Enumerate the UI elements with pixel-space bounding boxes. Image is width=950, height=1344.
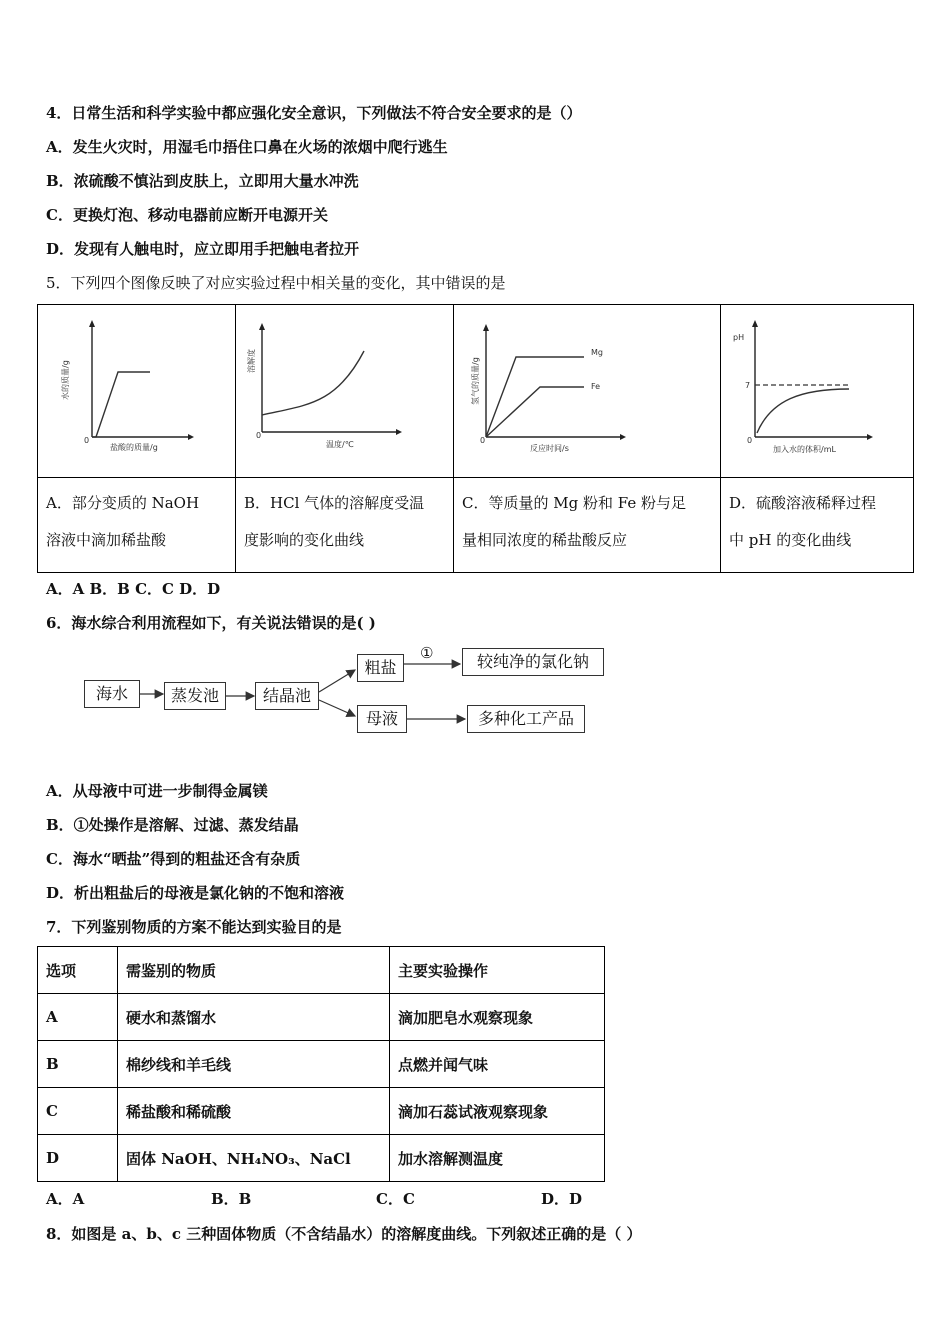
q5-graph-d: [721, 305, 915, 572]
header-substances: 需鉴别的物质: [118, 947, 390, 994]
q5-graph-c: [454, 305, 721, 572]
flow-chemical-products: 多种化工产品: [467, 705, 585, 733]
q5-stem: 5．下列四个图像反映了对应实验过程中相关量的变化，其中错误的是: [46, 274, 506, 292]
flow-pure-nacl: 较纯净的氯化钠: [462, 648, 604, 676]
graph-d-svg: [721, 305, 915, 477]
row-c-operation: 滴加石蕊试液观察现象: [390, 1088, 605, 1135]
table-row: [38, 1041, 605, 1088]
graph-d-tick-7: 7: [745, 381, 751, 390]
q6-stem: 6．海水综合利用流程如下，有关说法错误的是( ): [46, 614, 376, 632]
row-d-operation: 加水溶解测温度: [390, 1135, 605, 1182]
q6-option-c: C．海水“晒盐”得到的粗盐还含有杂质: [46, 850, 301, 868]
q7-stem: 7．下列鉴别物质的方案不能达到实验目的是: [46, 918, 342, 936]
q7-answer-b: B．B: [211, 1190, 252, 1208]
graph-a-xlabel: 盐酸的质量/g: [110, 443, 158, 452]
flow-evaporation-pond: 蒸发池: [164, 682, 226, 710]
q6-option-d: D．析出粗盐后的母液是氯化钠的不饱和溶液: [46, 884, 345, 902]
flow-crude-salt: 粗盐: [357, 654, 404, 682]
graph-b-xlabel: 温度/℃: [326, 440, 354, 449]
row-a-option: A: [38, 994, 118, 1041]
q5-caption-d: D．硫酸溶液稀释过程 中 pH 的变化曲线: [729, 494, 877, 549]
q6-option-b: B．①处操作是溶解、过滤、蒸发结晶: [46, 816, 299, 834]
graph-b-ylabel: 溶解度: [247, 349, 256, 373]
q8-stem: 8．如图是 a、b、c 三种固体物质（不含结晶水）的溶解度曲线。下列叙述正确的是（ ）: [46, 1225, 642, 1243]
graph-d-xlabel: 加入水的体积/mL: [773, 445, 836, 454]
graph-b-svg: [236, 305, 454, 477]
svg-text:0: 0: [256, 431, 262, 440]
q5-graph-a: [38, 305, 236, 572]
row-b-operation: 点燃并闻气味: [390, 1041, 605, 1088]
q7-answer-c: C．C: [376, 1190, 415, 1208]
row-d-option: D: [38, 1135, 118, 1182]
q4-option-b: B．浓硫酸不慎沾到皮肤上，立即用大量水冲洗: [46, 172, 359, 190]
table-row: [38, 1135, 605, 1182]
q5-answers: A．A B．B C．C D．D: [46, 580, 221, 598]
q7-answer-d: D．D: [541, 1190, 583, 1208]
graph-c-mg-label: Mg: [591, 348, 603, 357]
flow-crystallization-pond: 结晶池: [255, 682, 319, 710]
q4-option-d: D．发现有人触电时，应立即用手把触电者拉开: [46, 240, 360, 258]
q4-stem: 4．日常生活和科学实验中都应强化安全意识，下列做法不符合安全要求的是（）: [46, 104, 582, 122]
q6-option-a: A．从母液中可进一步制得金属镁: [46, 782, 268, 800]
q5-caption-b: B．HCl 气体的溶解度受温 度影响的变化曲线: [244, 494, 425, 549]
row-b-option: B: [38, 1041, 118, 1088]
row-d-substances: 固体 NaOH、NH₄NO₃、NaCl: [118, 1135, 390, 1182]
table-row: [38, 1088, 605, 1135]
svg-text:0: 0: [480, 436, 486, 445]
graph-a-ylabel: 水的质量/g: [61, 360, 70, 400]
graph-c-svg: [454, 305, 721, 477]
q5-graph-table: [37, 304, 914, 573]
flow-seawater: 海水: [84, 680, 140, 708]
q7-table: [37, 946, 605, 1182]
q5-graph-b: [236, 305, 454, 572]
graph-d-ylabel: pH: [733, 333, 745, 342]
row-c-substances: 稀盐酸和稀硫酸: [118, 1088, 390, 1135]
header-operation: 主要实验操作: [390, 947, 605, 994]
q5-caption-a: A．部分变质的 NaOH 溶液中滴加稀盐酸: [46, 494, 200, 549]
svg-text:0: 0: [747, 436, 753, 445]
q7-answer-a: A．A: [46, 1190, 85, 1208]
q4-option-c: C．更换灯泡、移动电器前应断开电源开关: [46, 206, 328, 224]
table-header-row: [38, 947, 605, 994]
q4-option-a: A．发生火灾时，用湿毛巾捂住口鼻在火场的浓烟中爬行逃生: [46, 138, 448, 156]
row-a-substances: 硬水和蒸馏水: [118, 994, 390, 1041]
graph-c-ylabel: 氢气的质量/g: [471, 357, 480, 405]
row-c-option: C: [38, 1088, 118, 1135]
graph-c-fe-label: Fe: [591, 382, 601, 391]
header-option: 选项: [38, 947, 118, 994]
graph-a-svg: [38, 305, 236, 477]
q5-caption-c: C．等质量的 Mg 粉和 Fe 粉与足 量相同浓度的稀盐酸反应: [462, 494, 686, 549]
row-a-operation: 滴加肥皂水观察现象: [390, 994, 605, 1041]
row-b-substances: 棉纱线和羊毛线: [118, 1041, 390, 1088]
graph-c-xlabel: 反应时间/s: [530, 444, 569, 453]
flow-mother-liquor: 母液: [357, 705, 407, 733]
table-row: [38, 994, 605, 1041]
flow-step-mark: ①: [420, 644, 434, 662]
svg-text:0: 0: [84, 436, 90, 445]
